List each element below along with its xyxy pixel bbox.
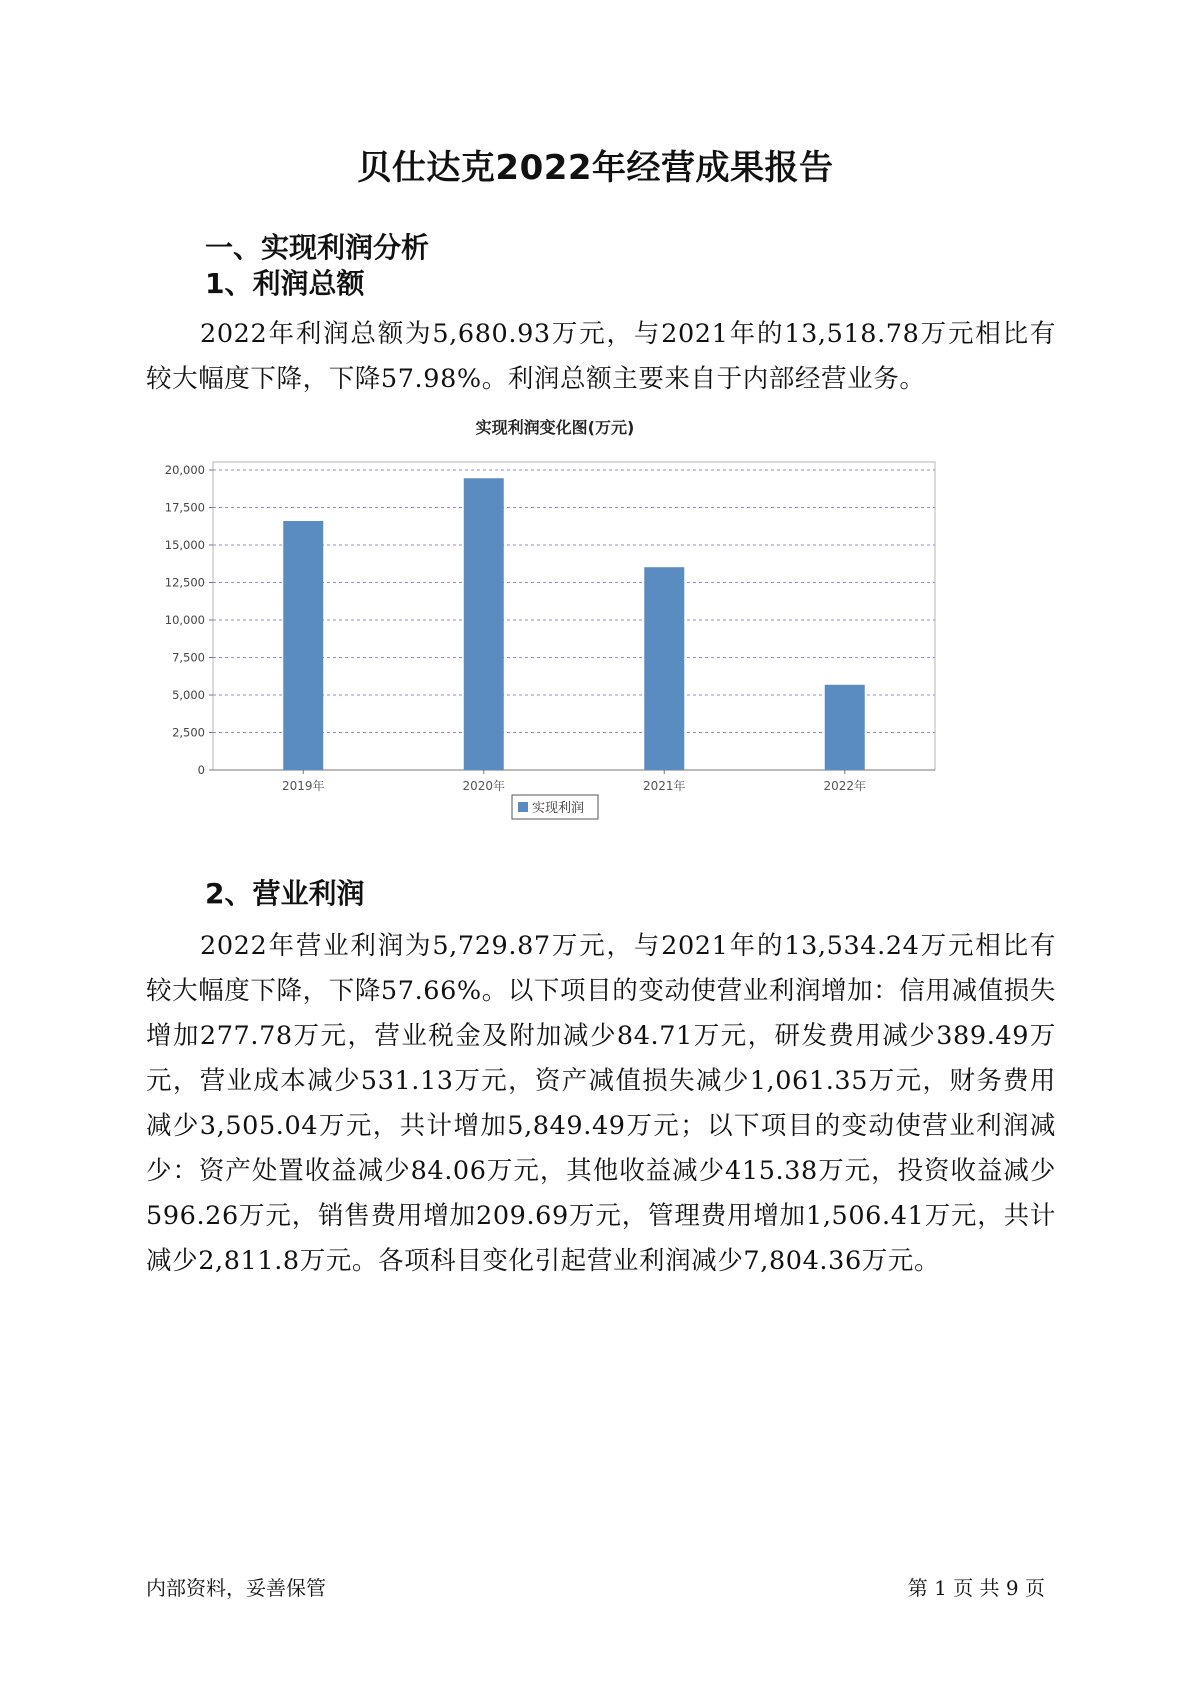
bar [644,567,684,770]
subheading-operating-profit: 2、营业利润 [205,877,365,910]
x-tick-label: 2019年 [281,779,325,793]
y-tick-label: 17,500 [164,500,205,515]
legend-label: 实现利润 [532,801,585,816]
paragraph-operating-profit: 2022年营业利润为5,729.87万元，与2021年的13,534.24万元相比有较大幅度下降，下降57.66%。以下项目的变动使营业利润增加：信用减值损失增加277.78万元，营业税金及附加减少84.71万元，研发费用减少389.49万元，营业成本减少531.13万元，资产减值损失减少1,061.35万元，财务费用减少3,505.04万元，共计增加5,849.49万元；以下项目的变动使营业利润减少：资产处置收益减少84.06万元，其他收益减少415.38万元，投资收益减少596.26万元，销售费用增加209.69万元，管理费用增加1,506.41万元，共计减少2,811.8万元。各项科目变化引起营业利润减少7,804.36万元。 [146,931,1056,1276]
bar [283,521,323,770]
y-tick-label: 15,000 [164,538,205,552]
subheading-total-profit: 1、利润总额 [205,267,365,300]
y-tick-label: 2,500 [172,725,205,740]
x-tick-label: 2022年 [823,779,867,793]
x-tick-label: 2021年 [642,779,686,793]
section-heading-profit-analysis: 一、实现利润分析 [205,231,430,264]
paragraph-total-profit: 2022年利润总额为5,680.93万元，与2021年的13,518.78万元相比有较大幅度下降，下降57.98%。利润总额主要来自于内部经营业务。 [146,319,1056,394]
y-tick-label: 5,000 [172,688,205,702]
bar [464,478,504,770]
y-tick-label: 20,000 [164,463,205,477]
y-tick-label: 7,500 [172,650,205,665]
x-tick-label: 2020年 [462,779,506,793]
y-tick-label: 0 [197,763,205,777]
report-title: 贝仕达克2022年经营成果报告 [357,148,834,188]
footer-page-number: 第 1 页 共 9 页 [907,1576,1045,1600]
chart-svg [150,415,1030,910]
profit-bar-chart [150,415,1030,870]
chart-title: 实现利润变化图(万元) [475,418,635,437]
y-tick-label: 10,000 [164,613,205,627]
bar [825,685,865,770]
footer-confidential-note: 内部资料，妥善保管 [146,1576,326,1600]
y-tick-label: 12,500 [164,575,205,590]
legend-swatch [518,802,528,812]
